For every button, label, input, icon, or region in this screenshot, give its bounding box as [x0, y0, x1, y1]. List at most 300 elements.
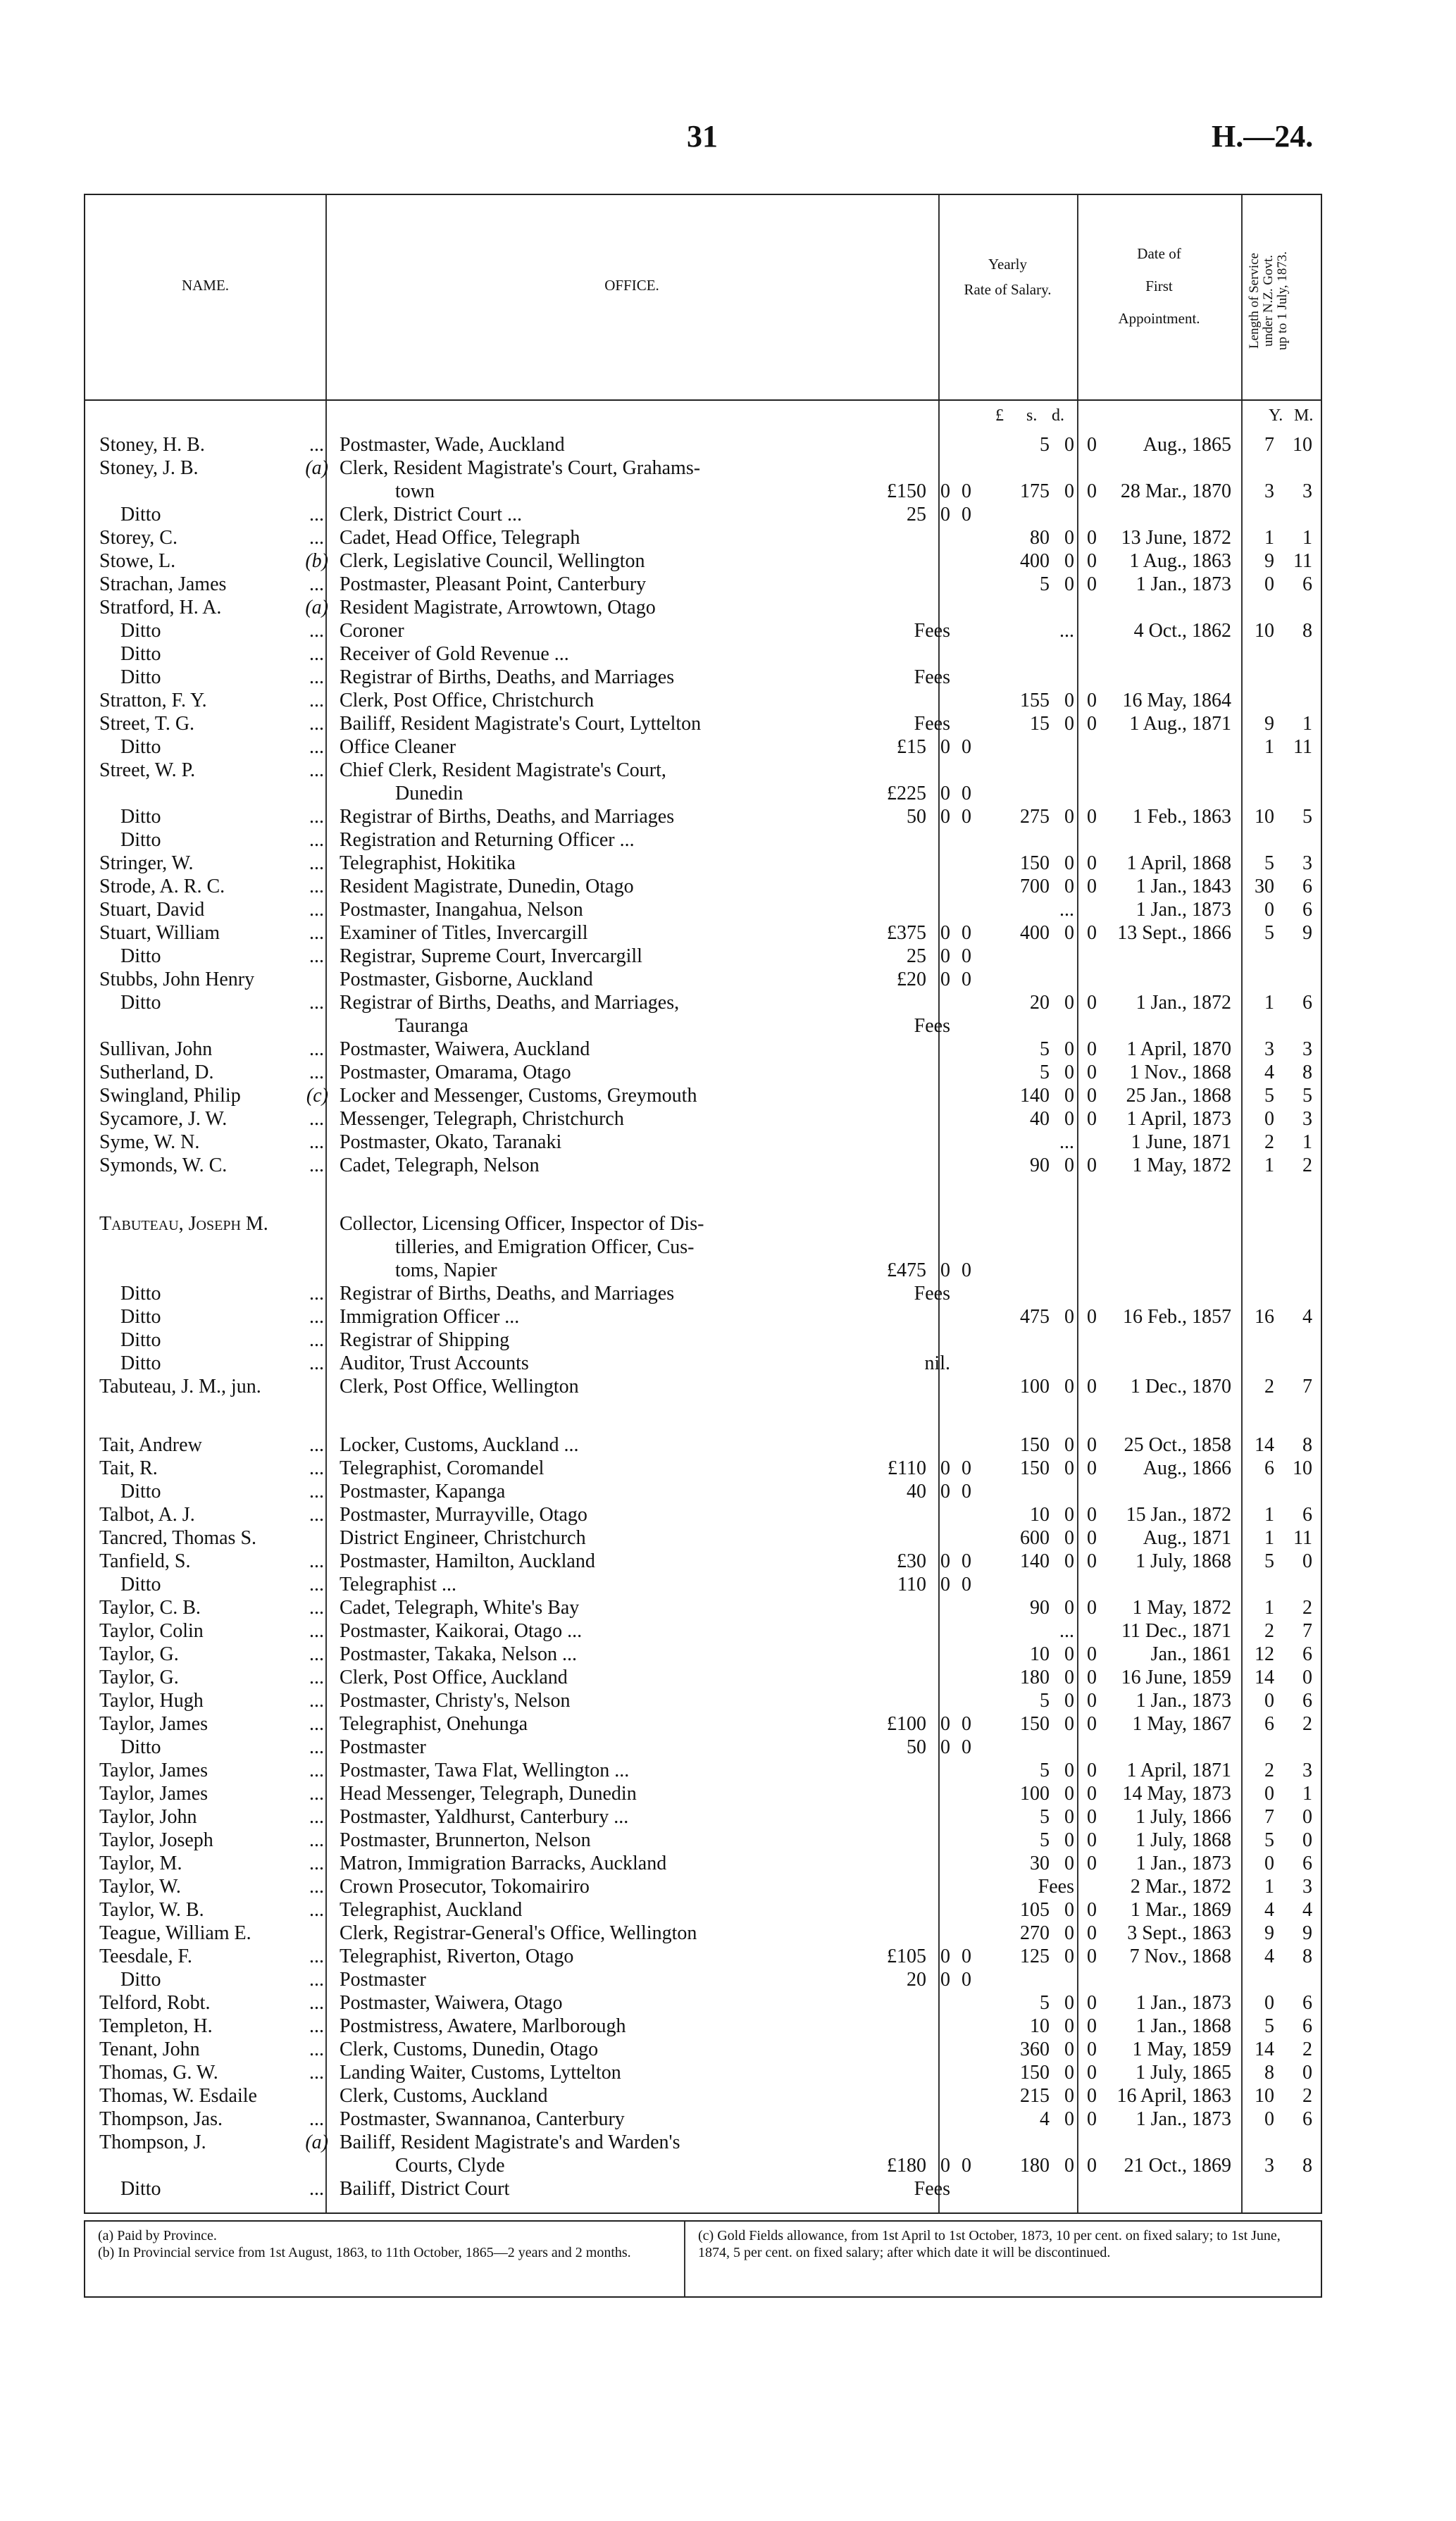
- salary-shillings: 0: [1064, 1713, 1074, 1735]
- staff-name: Stowe, L.: [99, 550, 176, 572]
- service-months: 2: [1302, 1154, 1312, 1176]
- staff-name: Ditto: [120, 1574, 161, 1595]
- table-row: [85, 1922, 1321, 1945]
- service-years: 2: [1264, 1620, 1274, 1642]
- staff-name: Ditto: [120, 2178, 161, 2200]
- header-date-line: Date of: [1137, 245, 1181, 262]
- service-years: 3: [1264, 2155, 1274, 2177]
- salary-pence: 0: [1087, 1899, 1097, 1921]
- table-row: [85, 2061, 1321, 2084]
- salary-pounds: 5: [1040, 1806, 1050, 1828]
- header-service-line: Length of Service: [1247, 252, 1262, 349]
- staff-name: Ditto: [120, 1481, 161, 1502]
- service-years: 14: [1255, 2038, 1274, 2060]
- office-title: District Engineer, Christchurch: [340, 1527, 586, 1549]
- service-months: 1: [1302, 713, 1312, 735]
- service-months: 1: [1302, 1131, 1312, 1153]
- staff-name: Stoney, J. B.: [99, 457, 199, 479]
- table-row: [85, 782, 1321, 805]
- component-pence: 0: [962, 504, 971, 525]
- table-row: [85, 1968, 1321, 1991]
- salary-pence: 0: [1087, 922, 1097, 944]
- leader-dots: ...: [309, 620, 324, 642]
- salary-pence: 0: [1087, 1643, 1097, 1665]
- service-months: 1: [1302, 1783, 1312, 1805]
- salary-pounds: 80: [1030, 527, 1050, 549]
- leader-dots: ...: [309, 1352, 324, 1374]
- salary-pence: 0: [1087, 1550, 1097, 1572]
- staff-name: Street, T. G.: [99, 713, 195, 735]
- service-months: 6: [1302, 1690, 1312, 1712]
- component-pence: 0: [962, 1550, 971, 1572]
- component-pence: 0: [962, 480, 971, 502]
- office-title: Postmaster, Tawa Flat, Wellington ...: [340, 1760, 630, 1781]
- salary-shillings: 0: [1064, 2038, 1074, 2060]
- salary-pence: 0: [1087, 1713, 1097, 1735]
- staff-name: Stoney, H. B.: [99, 434, 205, 456]
- appointment-date: 1 April, 1871: [1126, 1760, 1231, 1781]
- table-row: [85, 759, 1321, 782]
- office-title: Clerk, Legislative Council, Wellington: [340, 550, 645, 572]
- leader-dots: ...: [309, 2108, 324, 2130]
- service-years: 14: [1255, 1667, 1274, 1688]
- component-pounds: 110: [897, 1574, 926, 1595]
- salary-shillings: 0: [1064, 1946, 1074, 1967]
- staff-name: Taylor, W. B.: [99, 1899, 204, 1921]
- component-pence: 0: [962, 1574, 971, 1595]
- table-row: [85, 1875, 1321, 1898]
- component-pence: 0: [962, 1713, 971, 1735]
- staff-name: Ditto: [120, 736, 161, 758]
- component-shillings: 0: [940, 806, 950, 828]
- salary-pounds: 5: [1040, 1038, 1050, 1060]
- service-years: 1: [1264, 1154, 1274, 1176]
- salary-pounds: 105: [1020, 1899, 1050, 1921]
- salary-pence: 0: [1087, 2155, 1097, 2177]
- appointment-date: 1 May, 1872: [1132, 1597, 1231, 1619]
- table-row: [85, 1991, 1321, 2015]
- service-years: 5: [1264, 1550, 1274, 1572]
- leader-dots: ...: [309, 1329, 324, 1351]
- salary-shillings: 0: [1064, 852, 1074, 874]
- service-months: 8: [1302, 1946, 1312, 1967]
- staff-name: Taylor, G.: [99, 1643, 179, 1665]
- office-title: Dunedin: [395, 783, 463, 804]
- salary-shillings: 0: [1064, 1667, 1074, 1688]
- salary-pence: 0: [1087, 434, 1097, 456]
- component-salary-note: Fees: [914, 1283, 950, 1305]
- salary-pounds: 150: [1020, 1457, 1050, 1479]
- appointment-date: 25 Jan., 1868: [1126, 1085, 1231, 1107]
- office-title: Clerk, Post Office, Christchurch: [340, 690, 595, 711]
- component-pence: 0: [962, 969, 971, 990]
- office-title: Landing Waiter, Customs, Lyttelton: [340, 2062, 621, 2084]
- service-months: 1: [1302, 527, 1312, 549]
- salary-shillings: 0: [1064, 1038, 1074, 1060]
- salary-pence: 0: [1087, 2038, 1097, 2060]
- service-years: 0: [1264, 1690, 1274, 1712]
- salary-pounds: 30: [1030, 1853, 1050, 1874]
- office-title: Postmaster, Inangahua, Nelson: [340, 899, 583, 921]
- office-title: tilleries, and Emigration Officer, Cus-: [395, 1236, 695, 1258]
- salary-pence: 0: [1087, 1853, 1097, 1874]
- component-pence: 0: [962, 1481, 971, 1502]
- leader-dots: ...: [309, 2178, 324, 2200]
- component-pence: 0: [962, 1946, 971, 1967]
- appointment-date: 1 Feb., 1863: [1133, 806, 1231, 828]
- appointment-date: 16 Feb., 1857: [1123, 1306, 1231, 1328]
- component-pounds: £15: [897, 736, 926, 758]
- salary-pounds: 125: [1020, 1946, 1050, 1967]
- leader-dots: ...: [309, 736, 324, 758]
- staff-name: Ditto: [120, 1306, 161, 1328]
- salary-pence: 0: [1087, 1504, 1097, 1526]
- service-years: 1: [1264, 527, 1274, 549]
- salary-pence: 0: [1087, 1085, 1097, 1107]
- leader-dots: ...: [309, 829, 324, 851]
- service-months: 4: [1302, 1899, 1312, 1921]
- salary-pounds: 4: [1040, 2108, 1050, 2130]
- header-date-line: First: [1145, 278, 1173, 294]
- salary-pence: 0: [1087, 1760, 1097, 1781]
- appointment-date: 16 May, 1864: [1122, 690, 1231, 711]
- service-years: 9: [1264, 713, 1274, 735]
- leader-dots: ...: [309, 759, 324, 781]
- table-row: [85, 735, 1321, 759]
- office-title: Clerk, District Court ...: [340, 504, 522, 525]
- salary-shillings: 0: [1064, 713, 1074, 735]
- table-row: [85, 1235, 1321, 1259]
- staff-name: Ditto: [120, 1283, 161, 1305]
- salary-pence: 0: [1087, 852, 1097, 874]
- table-row: [85, 1736, 1321, 1759]
- appointment-date: 1 June, 1871: [1131, 1131, 1231, 1153]
- staff-name: Ditto: [120, 620, 161, 642]
- service-years: 12: [1255, 1643, 1274, 1665]
- service-months: 3: [1302, 1038, 1312, 1060]
- office-title: Postmaster, Waiwera, Auckland: [340, 1038, 590, 1060]
- table-row: [85, 503, 1321, 526]
- staff-name: Taylor, Hugh: [99, 1690, 204, 1712]
- service-years: 10: [1255, 2085, 1274, 2107]
- office-title: Postmaster, Waiwera, Otago: [340, 1992, 563, 2014]
- salary-pence: 0: [1087, 1527, 1097, 1549]
- service-months: 3: [1302, 480, 1312, 502]
- staff-name: Ditto: [120, 992, 161, 1014]
- leader-dots: ...: [309, 643, 324, 665]
- staff-name: Taylor, W.: [99, 1876, 181, 1898]
- table-header: [85, 195, 1321, 401]
- service-years: 9: [1264, 1922, 1274, 1944]
- office-title: Registrar of Births, Deaths, and Marriages: [340, 666, 675, 688]
- service-years: 1: [1264, 736, 1274, 758]
- staff-name: Thompson, Jas.: [99, 2108, 223, 2130]
- table-row: [85, 1131, 1321, 1154]
- service-years: 14: [1255, 1434, 1274, 1456]
- appointment-date: 1 May, 1872: [1132, 1154, 1231, 1176]
- salary-pounds: 5: [1040, 1690, 1050, 1712]
- leader-dots: ...: [309, 1504, 324, 1526]
- office-title: Postmaster, Kaikorai, Otago ...: [340, 1620, 583, 1642]
- table-row: [85, 1038, 1321, 1061]
- service-years: 4: [1264, 1899, 1274, 1921]
- salary-shillings: 0: [1064, 480, 1074, 502]
- appointment-date: 1 Nov., 1868: [1129, 1062, 1231, 1083]
- service-years: 0: [1264, 899, 1274, 921]
- salary-pence: 0: [1087, 1306, 1097, 1328]
- salary-shillings: 0: [1064, 527, 1074, 549]
- salary-shillings: 0: [1064, 1643, 1074, 1665]
- staff-name: Thomas, W. Esdaile: [99, 2085, 257, 2107]
- service-years: 3: [1264, 480, 1274, 502]
- table-row: [85, 2015, 1321, 2038]
- table-row: [85, 968, 1321, 991]
- leader-dots: ...: [309, 1992, 324, 2014]
- service-months: 3: [1302, 852, 1312, 874]
- salary-pence: 0: [1087, 527, 1097, 549]
- appointment-date: Aug., 1866: [1143, 1457, 1231, 1479]
- component-salary-note: Fees: [914, 666, 950, 688]
- salary-shillings: 0: [1064, 806, 1074, 828]
- office-title: Courts, Clyde: [395, 2155, 505, 2177]
- header-salary: [938, 251, 1077, 302]
- component-pence: 0: [962, 945, 971, 967]
- footnote-a: (a) Paid by Province.: [98, 2228, 217, 2243]
- salary-pounds: 5: [1040, 1829, 1050, 1851]
- office-title: Clerk, Registrar-General's Office, Wellington: [340, 1922, 697, 1944]
- salary-pence: 0: [1087, 2062, 1097, 2084]
- component-pence: 0: [962, 783, 971, 804]
- appointment-date: 15 Jan., 1872: [1126, 1504, 1231, 1526]
- table-row: [85, 1061, 1321, 1084]
- salary-pounds: 400: [1020, 550, 1050, 572]
- component-pounds: £105: [887, 1946, 926, 1967]
- office-title: Receiver of Gold Revenue ...: [340, 643, 569, 665]
- component-pounds: 25: [907, 504, 926, 525]
- leader-dots: ...: [309, 876, 324, 897]
- office-title: Chief Clerk, Resident Magistrate's Court,: [340, 759, 666, 781]
- footnote-marker: (a): [305, 2131, 328, 2153]
- staff-name: Ditto: [120, 666, 161, 688]
- salary-pence: 0: [1087, 1597, 1097, 1619]
- staff-name: Taylor, James: [99, 1760, 208, 1781]
- office-title: Registrar of Births, Deaths, and Marriages: [340, 1283, 675, 1305]
- staff-table: [84, 194, 1322, 2214]
- table-row: [85, 1480, 1321, 1503]
- component-pounds: £375: [887, 922, 926, 944]
- appointment-date: 1 July, 1868: [1135, 1829, 1231, 1851]
- component-pence: 0: [962, 806, 971, 828]
- service-years: 6: [1264, 1457, 1274, 1479]
- header-office: OFFICE.: [604, 277, 659, 294]
- table-row: [85, 1829, 1321, 1852]
- office-title: Clerk, Post Office, Auckland: [340, 1667, 568, 1688]
- service-years: 5: [1264, 852, 1274, 874]
- appointment-date: 1 Jan., 1873: [1135, 899, 1231, 921]
- table-row: [85, 1154, 1321, 1177]
- service-months: 2: [1302, 1713, 1312, 1735]
- staff-name: Ditto: [120, 1736, 161, 1758]
- appointment-date: Aug., 1865: [1143, 434, 1231, 456]
- component-shillings: 0: [940, 480, 950, 502]
- leader-dots: ...: [309, 527, 324, 549]
- salary-pence: 0: [1087, 550, 1097, 572]
- leader-dots: ...: [309, 945, 324, 967]
- unit-pence: d.: [1052, 406, 1064, 425]
- service-months: 3: [1302, 1876, 1312, 1898]
- office-title: Telegraphist, Onehunga: [340, 1713, 528, 1735]
- service-months: 6: [1302, 573, 1312, 595]
- salary-shillings: 0: [1064, 550, 1074, 572]
- table-row: [85, 456, 1321, 480]
- component-shillings: 0: [940, 2155, 950, 2177]
- appointment-date: 4 Oct., 1862: [1133, 620, 1231, 642]
- salary-pounds: 140: [1020, 1550, 1050, 1572]
- staff-name: Sycamore, J. W.: [99, 1108, 228, 1130]
- table-row: [85, 433, 1321, 456]
- table-row: [85, 1352, 1321, 1375]
- unit-shillings: s.: [1026, 406, 1038, 425]
- salary-shillings: 0: [1064, 1992, 1074, 2014]
- salary-pence: 0: [1087, 1992, 1097, 2014]
- leader-dots: ...: [309, 1108, 324, 1130]
- office-title: Cadet, Head Office, Telegraph: [340, 527, 580, 549]
- salary-pounds: 90: [1030, 1154, 1050, 1176]
- service-months: 6: [1302, 1853, 1312, 1874]
- table-row: [85, 945, 1321, 968]
- staff-name: Storey, C.: [99, 527, 178, 549]
- service-months: 6: [1302, 1992, 1312, 2014]
- office-title: Postmaster, Omarama, Otago: [340, 1062, 571, 1083]
- staff-name: Symonds, W. C.: [99, 1154, 228, 1176]
- salary-shillings: 0: [1064, 922, 1074, 944]
- leader-dots: ...: [309, 434, 324, 456]
- component-pounds: £20: [897, 969, 926, 990]
- salary-pounds: 600: [1020, 1527, 1050, 1549]
- office-title: Postmaster, Murrayville, Otago: [340, 1504, 587, 1526]
- component-shillings: 0: [940, 1259, 950, 1281]
- service-years: 0: [1264, 2108, 1274, 2130]
- salary-shillings: 0: [1064, 1899, 1074, 1921]
- component-pounds: £30: [897, 1550, 926, 1572]
- component-shillings: 0: [940, 1574, 950, 1595]
- leader-dots: ...: [309, 922, 324, 944]
- table-row: [85, 1259, 1321, 1282]
- leader-dots: ...: [309, 899, 324, 921]
- office-title: Telegraphist, Auckland: [340, 1899, 523, 1921]
- table-row: [85, 1305, 1321, 1328]
- component-shillings: 0: [940, 783, 950, 804]
- salary-shillings: 0: [1064, 1376, 1074, 1398]
- service-months: 6: [1302, 2015, 1312, 2037]
- service-years: 5: [1264, 1085, 1274, 1107]
- leader-dots: ...: [309, 504, 324, 525]
- salary-pounds: 5: [1040, 1062, 1050, 1083]
- salary-pounds: 5: [1040, 1992, 1050, 2014]
- header-date-line: Appointment.: [1118, 310, 1200, 327]
- staff-name: Ditto: [120, 1969, 161, 1991]
- service-months: 7: [1302, 1620, 1312, 1642]
- service-years: 0: [1264, 573, 1274, 595]
- leader-dots: ...: [309, 690, 324, 711]
- salary-pence: 0: [1087, 2085, 1097, 2107]
- salary-pounds: 140: [1020, 1085, 1050, 1107]
- service-months: 6: [1302, 1643, 1312, 1665]
- table-row: [85, 898, 1321, 921]
- component-shillings: 0: [940, 736, 950, 758]
- service-years: 2: [1264, 1760, 1274, 1781]
- component-pence: 0: [962, 1457, 971, 1479]
- office-title: Locker, Customs, Auckland ...: [340, 1434, 579, 1456]
- office-title: Registration and Returning Officer ...: [340, 829, 635, 851]
- table-row: [85, 1573, 1321, 1596]
- leader-dots: ...: [309, 1713, 324, 1735]
- service-months: 0: [1302, 1806, 1312, 1828]
- service-years: 3: [1264, 1038, 1274, 1060]
- table-row: [85, 1328, 1321, 1352]
- component-pence: 0: [962, 1259, 971, 1281]
- table-row: [85, 642, 1321, 666]
- appointment-date: 1 Jan., 1873: [1135, 573, 1231, 595]
- component-shillings: 0: [940, 922, 950, 944]
- office-title: Cadet, Telegraph, White's Bay: [340, 1597, 580, 1619]
- salary-shillings: 0: [1064, 1062, 1074, 1083]
- table-row: [85, 2084, 1321, 2108]
- staff-name: Ditto: [120, 1329, 161, 1351]
- office-title: Postmaster, Wade, Auckland: [340, 434, 565, 456]
- leader-dots: ...: [309, 1434, 324, 1456]
- staff-name: Ditto: [120, 829, 161, 851]
- salary-shillings: 0: [1064, 2108, 1074, 2130]
- service-months: 0: [1302, 1829, 1312, 1851]
- table-row: [85, 1643, 1321, 1666]
- table-row: [85, 2154, 1321, 2177]
- table-row: [85, 619, 1321, 642]
- table-row: [85, 526, 1321, 549]
- component-shillings: 0: [940, 945, 950, 967]
- office-title: Postmaster, Okato, Taranaki: [340, 1131, 562, 1153]
- table-row: [85, 1619, 1321, 1643]
- unit-pound: £: [995, 406, 1004, 425]
- component-salary-note: Fees: [914, 620, 950, 642]
- appointment-date: 1 July, 1868: [1135, 1550, 1231, 1572]
- service-months: 2: [1302, 2085, 1312, 2107]
- staff-name: Stubbs, John Henry: [99, 969, 255, 990]
- component-shillings: 0: [940, 969, 950, 990]
- office-title: Matron, Immigration Barracks, Auckland: [340, 1853, 667, 1874]
- service-years: 16: [1255, 1306, 1274, 1328]
- table-row: [85, 1596, 1321, 1619]
- component-pounds: 50: [907, 1736, 926, 1758]
- leader-dots: ...: [309, 1783, 324, 1805]
- service-months: 9: [1302, 1922, 1312, 1944]
- salary-shillings: 0: [1064, 1690, 1074, 1712]
- office-title: Clerk, Customs, Auckland: [340, 2085, 548, 2107]
- salary-pence: 0: [1087, 1376, 1097, 1398]
- staff-name: Tanfield, S.: [99, 1550, 191, 1572]
- component-salary-note: nil.: [924, 1352, 950, 1374]
- salary-pence: 0: [1087, 876, 1097, 897]
- table-row: [85, 1433, 1321, 1457]
- salary-pence: 0: [1087, 1946, 1097, 1967]
- office-title: Resident Magistrate, Arrowtown, Otago: [340, 597, 656, 618]
- service-months: 11: [1293, 550, 1312, 572]
- table-row: [85, 1689, 1321, 1712]
- salary-shillings: 0: [1064, 1527, 1074, 1549]
- table-row: [85, 828, 1321, 852]
- office-title: Resident Magistrate, Dunedin, Otago: [340, 876, 634, 897]
- footnote-c: (c) Gold Fields allowance, from 1st April to 1st October, 1873, 10 per cent. on fixed salary; to 1st June, 1874, 5 per cent. on fixed salary; after which date it will be discontinued.: [698, 2228, 1281, 2260]
